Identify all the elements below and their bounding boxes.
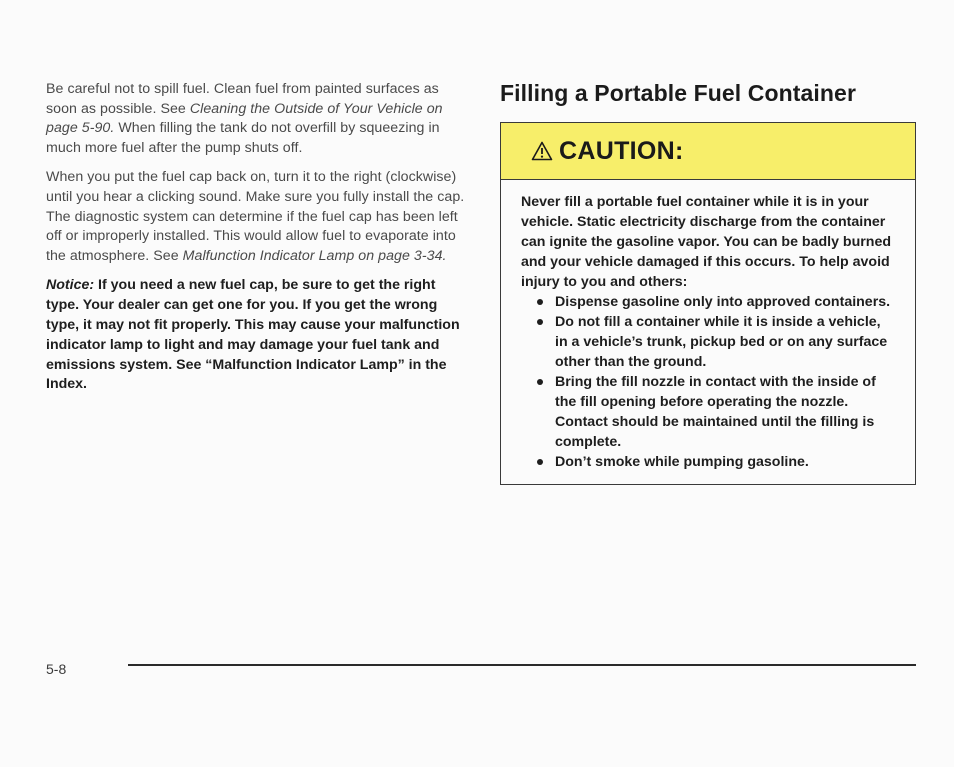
caution-bullet-item: [535, 312, 897, 372]
caution-intro: Never fill a portable fuel container while it is in your vehicle. Static electricity discharge from the container can ignite the gasoline vapor. You can be badly burned and your vehicle damaged if this occurs. To help avoid injury to you and others:: [521, 194, 892, 290]
caution-bullet-text: Do not fill a container while it is inside a vehicle, in a vehicle’s trunk, pickup bed or on any surface other than the ground.: [555, 314, 888, 370]
caution-bullet-item: [535, 292, 897, 312]
page-number: 5-8: [46, 661, 67, 677]
bullet-icon: [537, 319, 543, 325]
caution-header: [501, 123, 915, 180]
left-column: [46, 80, 466, 395]
paragraph-fuel-cap-text: When you put the fuel cap back on, turn it to the right (clockwise) until you hear a clicking sound. Make sure you fully install the cap. The diagnostic system can determine if the fuel cap has been left off or improperly installed. This would allow fuel to evaporate into the atmosphere. See: [46, 169, 465, 264]
footer-divider: [128, 664, 916, 666]
cross-reference-malfunction-lamp: Malfunction Indicator Lamp on page 3-34.: [182, 247, 447, 264]
bullet-icon: [537, 379, 543, 385]
bullet-icon: [537, 299, 543, 305]
caution-bullet-text: Dispense gasoline only into approved containers.: [555, 294, 891, 310]
right-column: [500, 78, 916, 485]
notice-label: Notice:: [46, 277, 95, 294]
notice-block: [46, 276, 466, 395]
caution-bullet-text: Bring the fill nozzle in contact with the inside of the fill opening before operating the nozzle. Contact should be maintained until the filling is complete.: [555, 374, 876, 450]
caution-body: [501, 180, 915, 484]
warning-triangle-icon: [531, 141, 553, 161]
caution-bullet-item: [535, 372, 897, 452]
paragraph-spill-fuel-text-1: Be careful not to spill fuel. Clean fuel from painted surfaces as soon as possible. See: [46, 81, 439, 117]
bullet-icon: [537, 459, 543, 465]
paragraph-spill-fuel-text-2: When filling the tank do not overfill by squeezing in much more fuel after the pump shuts off.: [46, 120, 440, 156]
paragraph-spill-fuel: [46, 80, 466, 158]
caution-bullet-item: [535, 452, 897, 472]
paragraph-fuel-cap: [46, 168, 466, 266]
caution-box: [500, 122, 916, 485]
section-heading: Filling a Portable Fuel Container: [500, 80, 857, 106]
caution-bullet-list: [521, 292, 897, 472]
notice-text: If you need a new fuel cap, be sure to get the right type. Your dealer can get one for you. If you get the wrong type, it may not fit properly. This may cause your malfunction indicator lamp to light and may damage your fuel tank and emissions system. See “Malfunction Indicator Lamp” in the Index.: [46, 277, 460, 393]
caution-title: CAUTION:: [559, 136, 684, 165]
cross-reference-cleaning: Cleaning the Outside of Your Vehicle on page 5-90.: [46, 100, 443, 137]
caution-bullet-text: Don’t smoke while pumping gasoline.: [555, 454, 809, 470]
